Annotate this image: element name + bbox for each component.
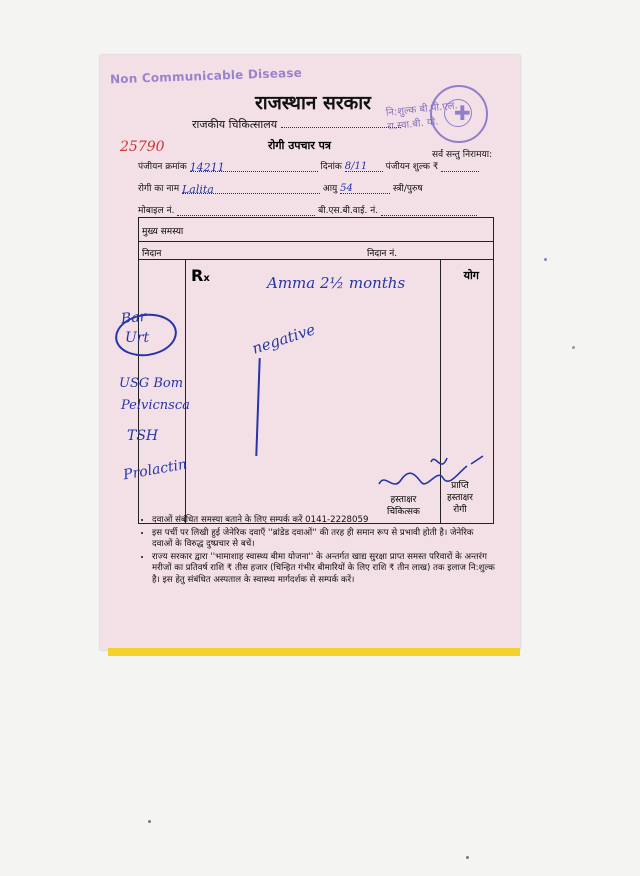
note-item: • दवाओं संबंधित समस्या बताने के लिए सम्पर्क करें 0141-2228059 [152, 515, 496, 527]
reg-no-value: 14211 [190, 161, 318, 172]
patient-row [138, 181, 423, 194]
bpl-fill [381, 205, 477, 216]
yellow-paper-edge [108, 648, 520, 656]
hospital-label: राजकीय चिकित्सालय [192, 118, 278, 131]
hand-left-5: TSH [127, 428, 159, 444]
seal-cross-icon: ✚ [454, 101, 471, 125]
prescription-slip [100, 55, 520, 650]
note-item: • राज्य सरकार द्वारा ''भामाशाह स्वास्थ्य बीमा योजना'' के अन्तर्गत खाद्य सुरक्षा प्राप्त समस्त परिवारों के अन्तरंग मरीजों का प्रतिवर्ष राशि ₹ तीस हजार (चिन्हित गंभीर बीमारियों के लिए राशि ₹ तीन लाख) तक इलाज नि:शुल्क है। इस हेतु संबंधित अस्पताल के स्वास्थ्य मार्गदर्शक से सम्पर्क करें। [152, 552, 496, 587]
registration-row [138, 159, 479, 172]
reg-no-label: पंजीयन क्रमांक [138, 162, 187, 172]
yog-label: योग [463, 269, 479, 282]
patient-sign-line-1: प्राप्ति [451, 481, 469, 491]
patient-sign-line-3: रोगी [453, 505, 467, 515]
mobile-row [138, 203, 477, 216]
patient-name-label: रोगी का नाम [138, 184, 180, 194]
hand-left-2: Urt [125, 330, 150, 346]
footer-notes [140, 515, 496, 587]
form-title: रोगी उपचार पत्र [268, 139, 331, 152]
ncd-stamp: Non Communicable Disease [109, 65, 303, 87]
patient-name-value: Lalita [182, 183, 320, 194]
fee-stamp: नि:शुल्क बी.पी.एल. रा.स्वा.बी. यो. [385, 100, 459, 133]
patient-sign-line-2: हस्ताक्षर [447, 493, 473, 503]
rx-handwriting: Amma 2½ months [267, 274, 406, 292]
date-value: 8/11 [345, 161, 383, 172]
bpl-label: बी.एस.बी.वाई. नं. [318, 206, 379, 216]
negative-handwriting: negative [249, 320, 318, 358]
paper-speck [466, 856, 469, 859]
gender-label: स्त्री/पुरुष [393, 184, 423, 194]
serial-number: 25790 [120, 139, 165, 155]
government-title: राजस्थान सरकार [255, 92, 371, 114]
hand-left-3: USG Bom [119, 376, 184, 391]
mobile-label: मोबाइल नं. [138, 206, 175, 216]
patient-sign-label [447, 480, 473, 516]
hand-left-4: Pelvicnsca [121, 398, 190, 413]
rx-letter: R [191, 266, 204, 285]
hand-left-6: Prolactin [122, 456, 189, 484]
left-column [139, 260, 186, 523]
paper-speck [148, 820, 151, 823]
motto-text: सर्व सन्तु निरामया: [432, 150, 493, 160]
chief-complaint-label: मुख्य समस्या [142, 227, 184, 237]
doctor-sign-line-2: चिकित्सक [387, 507, 420, 517]
age-label: आयु [322, 184, 338, 194]
hospital-seal [430, 85, 488, 143]
reg-fee-label: पंजीयन शुल्क ₹ [385, 162, 439, 172]
diagnosis-no-label: निदान नं. [367, 249, 398, 259]
diagnosis-label: निदान [142, 249, 162, 259]
hospital-line [192, 117, 401, 132]
mobile-fill [177, 205, 315, 216]
hand-left-1: Bar [120, 308, 148, 328]
doctor-sign-line-1: हस्ताक्षर [390, 495, 417, 505]
date-label: दिनांक [320, 162, 342, 172]
handwritten-bracket [255, 358, 260, 456]
rx-symbol [191, 266, 210, 285]
age-value: 54 [340, 183, 390, 194]
paper-speck [572, 346, 575, 349]
reg-fee-fill [441, 161, 479, 172]
hospital-fill [281, 117, 401, 128]
note-item: • इस पर्ची पर लिखी हुई जेनेरिक दवाएँ ''ब्रांडेड दवाओं'' की तरह ही समान रूप से प्रभावी होती है। जेनेरिक दवाओं के विरुद्ध दुष्प्रचार से बचें। [152, 528, 496, 551]
chief-complaint-row [139, 218, 493, 242]
prescription-box [119, 217, 494, 524]
paper-speck [544, 258, 547, 261]
rx-sub: x [203, 273, 210, 284]
diagnosis-row [139, 242, 493, 260]
